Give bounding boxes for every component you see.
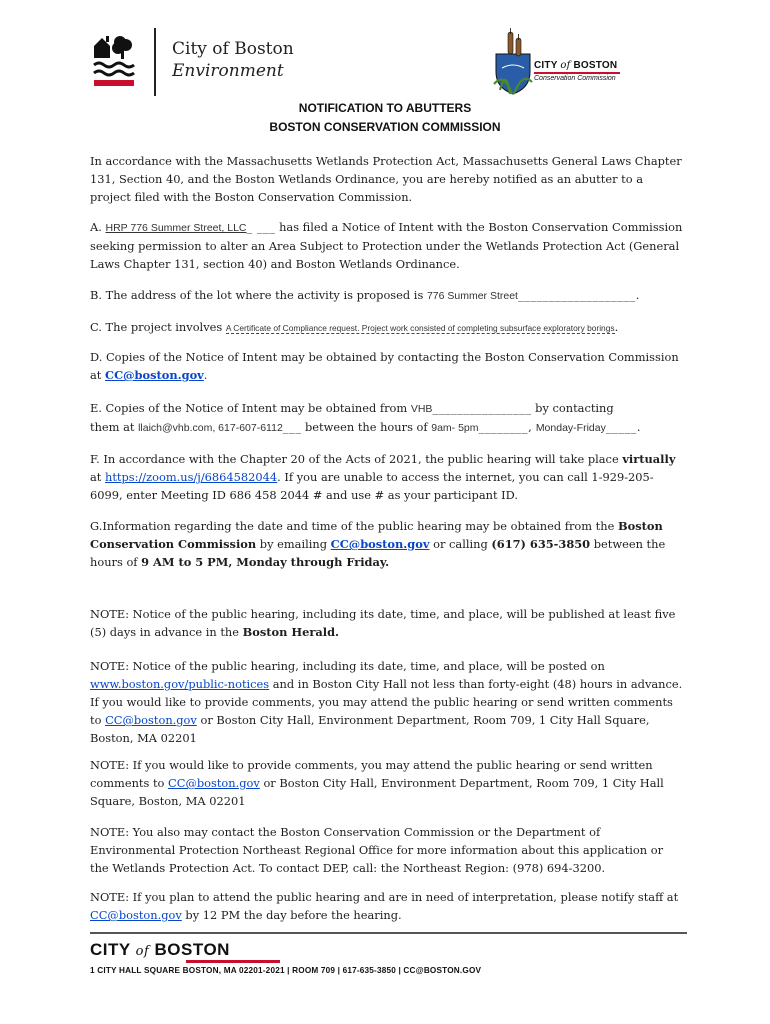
section-a: A. HRP 776 Summer Street, LLC_ ___ has filed a Notice of Intent with the Boston Conservation Commission seeking permission to alter an Area Subject to Protection under the Wetlands Protection Act (General Laws Chapter 131, section 40) and Boston Wetlands Ordinance. [90,220,683,271]
section-e-text-1: E. Copies of the Notice of Intent may be obtained from [90,401,408,415]
logo-line-city: City of Boston [172,39,294,59]
city-of-boston-environment-logo [92,28,322,98]
section-f [90,450,685,504]
footer-city-word: CITY [90,940,131,959]
note-interpretation [90,888,685,924]
section-e-text-3: them at [90,420,135,434]
section-b: B. The address of the lot where the activity is proposed is 776 Summer Street___________________. [90,288,640,302]
footer-boston-word: BOSTON [154,940,230,959]
section-d-text: D. Copies of the Notice of Intent may be obtained by contacting the Boston Conservation Commission at [90,350,679,382]
days-field: Monday-Friday [535,422,606,434]
section-g-text-2: by emailing [259,537,328,551]
cattail-shield-icon [490,28,536,98]
section-a-text: has filed a Notice of Intent with the Boston Conservation Commission seeking permission to alter an Area Subject to Protection under the Wetlands Protection Act (General Laws Chapter 131, section 40) and Boston Wetlands Ordinance. [90,220,683,271]
cc-red-bar [534,72,620,74]
section-g-text-1: G.Information regarding the date and time of the public hearing may be obtained from the [90,519,615,533]
note5-text-2: by 12 PM the day before the hearing. [185,908,402,922]
note2-text-2: and in Boston City Hall not less than forty-eight (48) hours in advance. If you would like to provide comments, you may attend the public hearing or send written comments to [90,677,683,727]
note-posted [90,657,685,747]
section-g-text-3: or calling [433,537,488,551]
document-subtitle: BOSTON CONSERVATION COMMISSION [269,120,501,134]
project-description-field: A Certificate of Compliance request. Project work consisted of completing subsurface exploratory borings [225,323,615,333]
commission-email-link-2[interactable]: CC@boston.gov [330,537,430,551]
hours-field: 9am- 5pm [431,422,479,434]
section-e-text-4: between the hours of [305,420,428,434]
document-title: NOTIFICATION TO ABUTTERS [298,101,472,115]
note2-text-1: NOTE: Notice of the public hearing, including its date, time, and place, will be posted on [90,659,605,673]
note-published [90,605,685,641]
cc-subtitle: Conservation Commission [534,75,616,82]
commission-email-link[interactable]: CC@boston.gov [105,368,204,382]
section-a-prefix: A. [90,220,102,234]
section-b-text: B. The address of the lot where the activity is proposed is [90,288,424,302]
note2-text-3: or Boston City Hall, Environment Department, Room 709, 1 City Hall Square, Boston, MA 02201 [90,713,650,745]
virtually-emphasis: virtually [622,452,676,466]
note-dep-contact: NOTE: You also may contact the Boston Conservation Commission or the Department of Environmental Protection Northeast Regional Office for more information about this application or the Wetlands Protection Act. To contact DEP, call: the Northeast Region: (978) 694-3200. [90,825,664,875]
note2-email-link[interactable]: CC@boston.gov [105,713,197,727]
logo-wordmark [172,38,294,82]
footer-city-of-boston-logo [90,940,230,960]
environment-house-tree-icon [92,32,136,92]
section-f-text-3: . If you are unable to access the internet, you can call 1-929-205-6099, enter Meeting ID 686 458 2044 # and use # as your participant ID. [90,470,654,502]
section-c-text: C. The project involves [90,320,223,334]
contact-field: llaich@vhb.com, 617-607-6112 [138,422,283,434]
section-d: D. Copies of the Notice of Intent may be obtained by contacting the Boston Conservation Commission at CC@boston.gov. [90,350,679,382]
cc-of-word: of [560,60,571,71]
applicant-name-field: HRP 776 Summer Street, LLC [105,222,247,234]
logo-line-environment: Environment [172,61,284,81]
footer-rule [90,932,687,934]
section-e: E. Copies of the Notice of Intent may be obtained from VHB________________ by contacting them at llaich@vhb.com, 617-607-6112___ between the hours of 9am- 5pm________, Monday-Friday_____. [90,401,641,434]
logo-divider [154,28,156,96]
note3-email-link[interactable]: CC@boston.gov [168,776,260,790]
note-comments [90,756,685,810]
footer-address: 1 CITY HALL SQUARE BOSTON, MA 02201-2021 | ROOM 709 | 617-635-3850 | CC@BOSTON.GOV [90,966,482,975]
cc-boston-word: BOSTON [573,60,618,71]
zoom-meeting-link[interactable]: https://zoom.us/j/6864582044 [105,470,278,484]
intro-paragraph: In accordance with the Massachusetts Wetlands Protection Act, Massachusetts General Laws Chapter 131, Section 40, and the Boston Wetlands Ordinance, you are hereby notified as an abutter to a project filed with the Boston Conservation Commission. [90,154,682,204]
section-g-text-4: between the hours of [90,537,666,569]
cc-city-word: CITY [534,60,558,71]
section-g [90,517,685,571]
note3-text-2: or Boston City Hall, Environment Department, Room 709, 1 City Hall Square, Boston, MA 02201 [90,776,664,808]
footer-red-bar [186,960,280,963]
section-f-text-2: at [90,470,102,484]
conservation-commission-wordmark [534,60,620,82]
address-field: 776 Summer Street [426,290,518,302]
public-notices-link[interactable]: www.boston.gov/public-notices [90,677,270,691]
notice-source-field: VHB [410,403,433,415]
conservation-commission-logo [490,28,640,98]
note5-text-1: NOTE: If you plan to attend the public hearing and are in need of interpretation, please notify staff at [90,890,679,904]
note1-text: NOTE: Notice of the public hearing, including its date, time, and place, will be published at least five (5) days in advance in the [90,607,676,639]
commission-name: Boston Conservation Commission [90,519,663,551]
note5-email-link[interactable]: CC@boston.gov [90,908,182,922]
footer-of-word: of [135,944,150,959]
office-hours: 9 AM to 5 PM, Monday through Friday. [141,555,390,569]
note3-text-1: NOTE: If you would like to provide comments, you may attend the public hearing or send written comments to [90,758,653,790]
newspaper-name: Boston Herald. [242,625,340,639]
section-e-text-2: by contacting [535,401,614,415]
section-f-text-1: F. In accordance with the Chapter 20 of the Acts of 2021, the public hearing will take place [90,452,619,466]
commission-phone: (617) 635-3850 [491,537,591,551]
section-c: C. The project involves A Certificate of Compliance request. Project work consisted of completing subsurface exploratory borings. [90,320,619,334]
